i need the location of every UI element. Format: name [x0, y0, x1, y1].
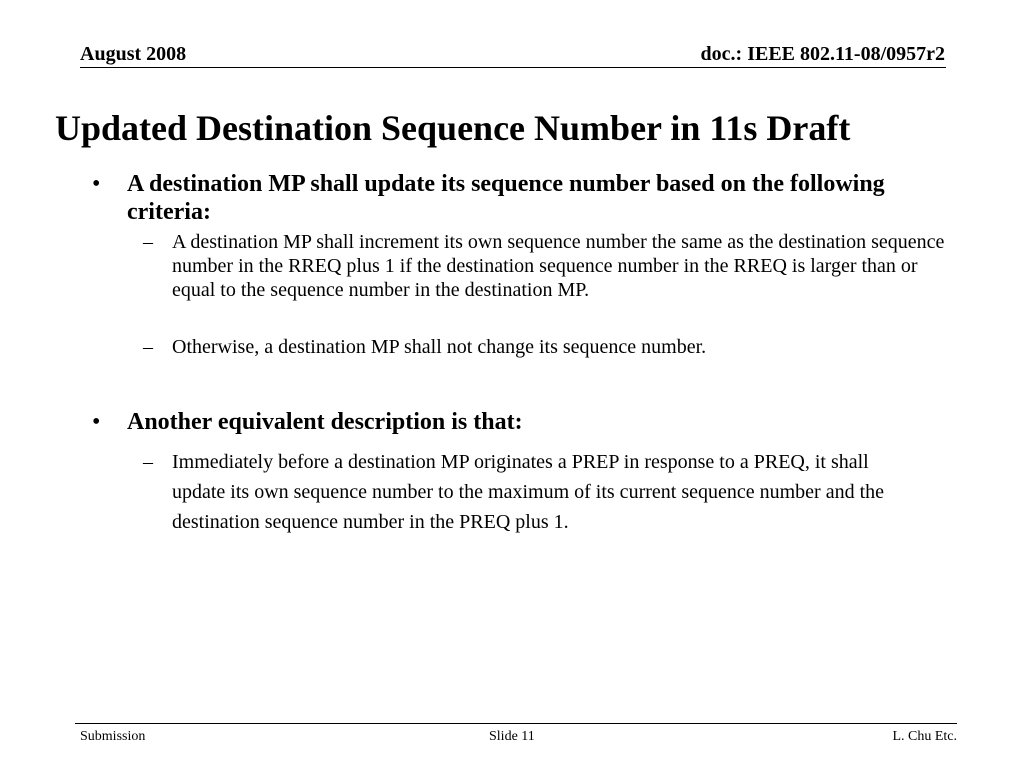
sub-bullet-marker: –	[143, 231, 153, 253]
sub-bullet-text: Immediately before a destination MP originates a PREP in response to a PREQ, it shall update its own sequence number to the maximum of its current sequence number and the destination sequence number in the PREQ plus 1.	[172, 451, 885, 533]
sub-bullet-marker: –	[143, 451, 153, 473]
sub-bullet-text: A destination MP shall increment its own sequence number the same as the destination sequence number in the RREQ plus 1 if the destination sequence number in the RREQ is larger than or equal to the sequence number in the destination MP.	[172, 231, 945, 301]
header-divider	[80, 67, 946, 68]
bullet-marker: •	[92, 409, 101, 435]
footer-divider	[75, 723, 957, 724]
bullet-text: Another equivalent description is that:	[127, 409, 523, 435]
footer-submission: Submission	[80, 729, 146, 744]
bullet-text: A destination MP shall update its sequence number based on the following criteria:	[127, 171, 885, 225]
footer-author: L. Chu Etc.	[892, 729, 957, 744]
header-doc-id: doc.: IEEE 802.11-08/0957r2	[700, 43, 945, 65]
sub-bullet-marker: –	[143, 336, 153, 358]
slide-title: Updated Destination Sequence Number in 11s Draft	[55, 108, 851, 148]
footer-slide-number: Slide 11	[489, 729, 535, 744]
bullet-marker: •	[92, 171, 101, 197]
sub-bullet-text: Otherwise, a destination MP shall not change its sequence number.	[172, 336, 707, 358]
header-date: August 2008	[80, 43, 187, 65]
